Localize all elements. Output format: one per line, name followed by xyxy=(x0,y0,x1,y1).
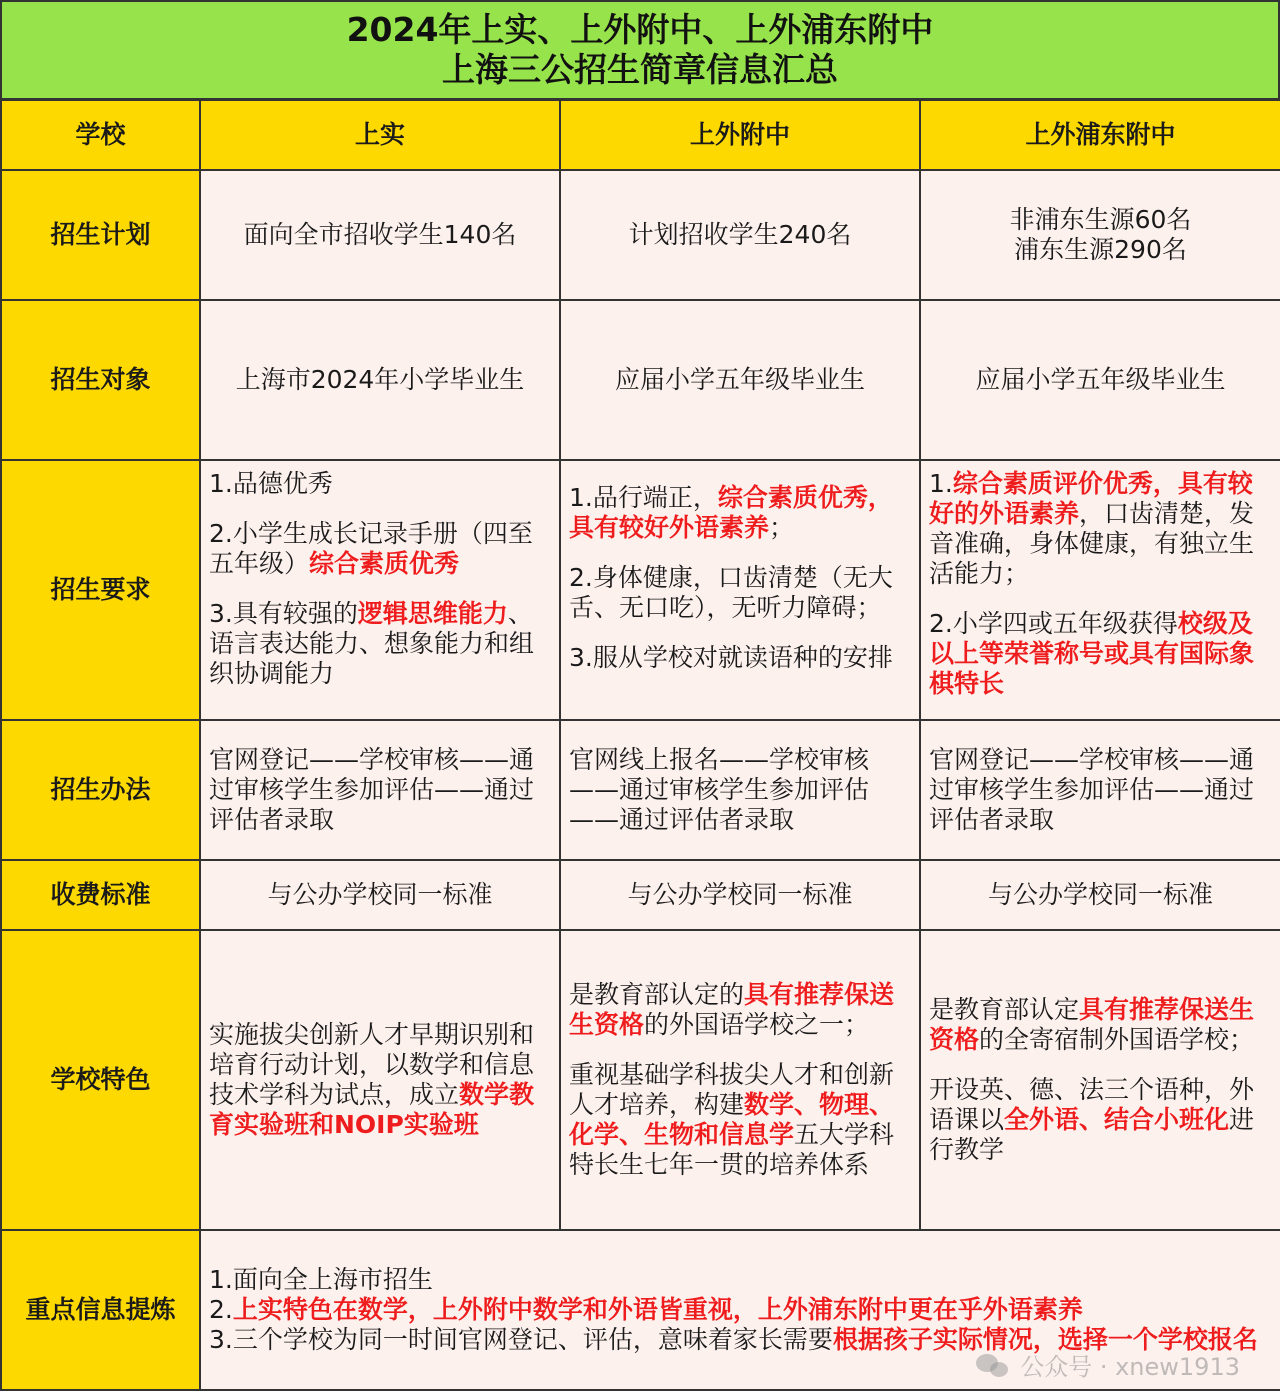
text-span: 实施拔尖创新人才早期识别和培育行动计划，以数学和信息技术学科为试点，成立 xyxy=(209,1020,535,1109)
highlight-span: 根据孩子实际情况，选择一个学校报名 xyxy=(832,1325,1258,1354)
req-2-item-2: 2.身体健康，口齿清楚（无大舌、无口吃），无听力障碍； xyxy=(569,563,893,622)
feature-2-item-1 xyxy=(569,980,911,1040)
text-span: 是教育部认定 xyxy=(929,995,1080,1024)
plan-cell-3-line-2: 浦东生源290名 xyxy=(1014,235,1187,264)
header-shangwai-fuzhong: 上外附中 xyxy=(560,100,920,170)
feature-cell-1 xyxy=(200,930,560,1230)
table-row xyxy=(1,460,1280,720)
req-3-item-1 xyxy=(929,469,1272,589)
row-label-fee: 收费标准 xyxy=(1,860,200,930)
text-span: 2. xyxy=(209,1295,233,1324)
req-cell-2 xyxy=(560,460,920,720)
table-row xyxy=(1,720,1280,860)
highlight-span: 综合素质优秀，具有较好外语素养 xyxy=(569,483,893,542)
feature-cell-3 xyxy=(920,930,1280,1230)
table-row xyxy=(1,860,1280,930)
feature-2-item-2 xyxy=(569,1060,911,1180)
table-row xyxy=(1,300,1280,460)
text-span: ； xyxy=(769,513,795,542)
highlight-span: 数学教育实验班和NOIP实验班 xyxy=(209,1080,535,1139)
text-span: 的全寄宿制外国语学校； xyxy=(979,1025,1255,1054)
plan-cell-3 xyxy=(920,170,1280,300)
feature-cell-2 xyxy=(560,930,920,1230)
req-cell-1 xyxy=(200,460,560,720)
text-span: 五大学科特长生七年一贯的培养体系 xyxy=(569,1120,895,1179)
plan-cell-1: 面向全市招收学生140名 xyxy=(200,170,560,300)
header-school: 学校 xyxy=(1,100,200,170)
watermark-text: 公众号 · xnew1913 xyxy=(1020,1353,1240,1381)
highlight-span: 逻辑思维能力 xyxy=(357,599,508,628)
method-cell-2: 官网线上报名——学校审核——通过审核学生参加评估——通过评估者录取 xyxy=(560,720,920,860)
highlight-span: 具有推荐保送生资格 xyxy=(929,995,1255,1054)
text-span: 开设英、德、法三个语种，外语课以 xyxy=(929,1075,1255,1134)
row-label-requirements: 招生要求 xyxy=(1,460,200,720)
req-cell-3 xyxy=(920,460,1280,720)
text-span: 、语言表达能力、想象能力和组织协调能力 xyxy=(209,599,535,688)
req-1-item-1: 1.品德优秀 xyxy=(209,469,333,498)
header-shangwai-pudong: 上外浦东附中 xyxy=(920,100,1280,170)
text-span: 3.具有较强的 xyxy=(209,599,358,628)
target-cell-3: 应届小学五年级毕业生 xyxy=(920,300,1280,460)
req-2-item-3: 3.服从学校对就读语种的安排 xyxy=(569,643,893,672)
text-span: 的外国语学校之一； xyxy=(644,1010,870,1039)
header-shangshi: 上实 xyxy=(200,100,560,170)
title-line-2: 上海三公招生简章信息汇总 xyxy=(442,50,838,89)
highlight-span: 全外语、结合小班化 xyxy=(1004,1105,1230,1134)
req-1-item-2 xyxy=(209,519,551,579)
table-row xyxy=(1,170,1280,300)
row-label-key-info: 重点信息提炼 xyxy=(1,1230,200,1390)
text-span: 3.三个学校为同一时间官网登记、评估，意味着家长需要 xyxy=(209,1325,833,1354)
row-label-plan: 招生计划 xyxy=(1,170,200,300)
text-span: 2.小学生成长记录手册（四至五年级） xyxy=(209,519,533,578)
highlight-span: 具有推荐保送生资格 xyxy=(569,980,895,1039)
method-cell-3: 官网登记——学校审核——通过审核学生参加评估——通过评估者录取 xyxy=(920,720,1280,860)
req-1-item-3 xyxy=(209,599,551,689)
text-span: 是教育部认定的 xyxy=(569,980,745,1009)
fee-cell-3: 与公办学校同一标准 xyxy=(920,860,1280,930)
feature-3-item-1 xyxy=(929,995,1272,1055)
fee-cell-1: 与公办学校同一标准 xyxy=(200,860,560,930)
feature-3-item-2 xyxy=(929,1075,1272,1165)
req-3-item-2 xyxy=(929,609,1272,699)
key-info-line-1: 1.面向全上海市招生 xyxy=(209,1265,433,1294)
text-span: 1.品行端正， xyxy=(569,483,718,512)
highlight-span: 上实特色在数学，上外附中数学和外语皆重视，上外浦东附中更在乎外语素养 xyxy=(232,1295,1083,1324)
highlight-span: 校级及以上等荣誉称号或具有国际象棋特长 xyxy=(929,609,1255,698)
plan-cell-2: 计划招收学生240名 xyxy=(560,170,920,300)
text-span: 1. xyxy=(929,469,953,498)
highlight-span: 综合素质评价优秀，具有较好的外语素养 xyxy=(929,469,1253,528)
target-cell-1: 上海市2024年小学毕业生 xyxy=(200,300,560,460)
admissions-table xyxy=(0,99,1280,1391)
highlight-span: 数学、物理、化学、生物和信息学 xyxy=(569,1090,895,1149)
row-label-target: 招生对象 xyxy=(1,300,200,460)
table-row xyxy=(1,930,1280,1230)
row-label-feature: 学校特色 xyxy=(1,930,200,1230)
wechat-icon xyxy=(976,1352,1010,1378)
highlight-span: 综合素质优秀 xyxy=(309,549,460,578)
text-span: 进行教学 xyxy=(929,1105,1255,1164)
plan-cell-3-line-1: 非浦东生源60名 xyxy=(1009,205,1192,234)
text-span: ，口齿清楚，发音准确，身体健康，有独立生活能力； xyxy=(929,499,1255,588)
fee-cell-2: 与公办学校同一标准 xyxy=(560,860,920,930)
page-title xyxy=(0,0,1280,100)
title-line-1: 2024年上实、上外附中、上外浦东附中 xyxy=(346,10,934,49)
text-span: 重视基础学科拔尖人才和创新人才培养，构建 xyxy=(569,1060,895,1119)
row-label-method: 招生办法 xyxy=(1,720,200,860)
method-cell-1: 官网登记——学校审核——通过审核学生参加评估——通过评估者录取 xyxy=(200,720,560,860)
watermark xyxy=(976,1347,1240,1382)
header-row xyxy=(1,100,1280,170)
req-2-item-1 xyxy=(569,483,911,543)
feature-1-text xyxy=(209,1020,551,1140)
key-info-line-2 xyxy=(209,1295,1272,1325)
text-span: 2.小学四或五年级获得 xyxy=(929,609,1178,638)
target-cell-2: 应届小学五年级毕业生 xyxy=(560,300,920,460)
